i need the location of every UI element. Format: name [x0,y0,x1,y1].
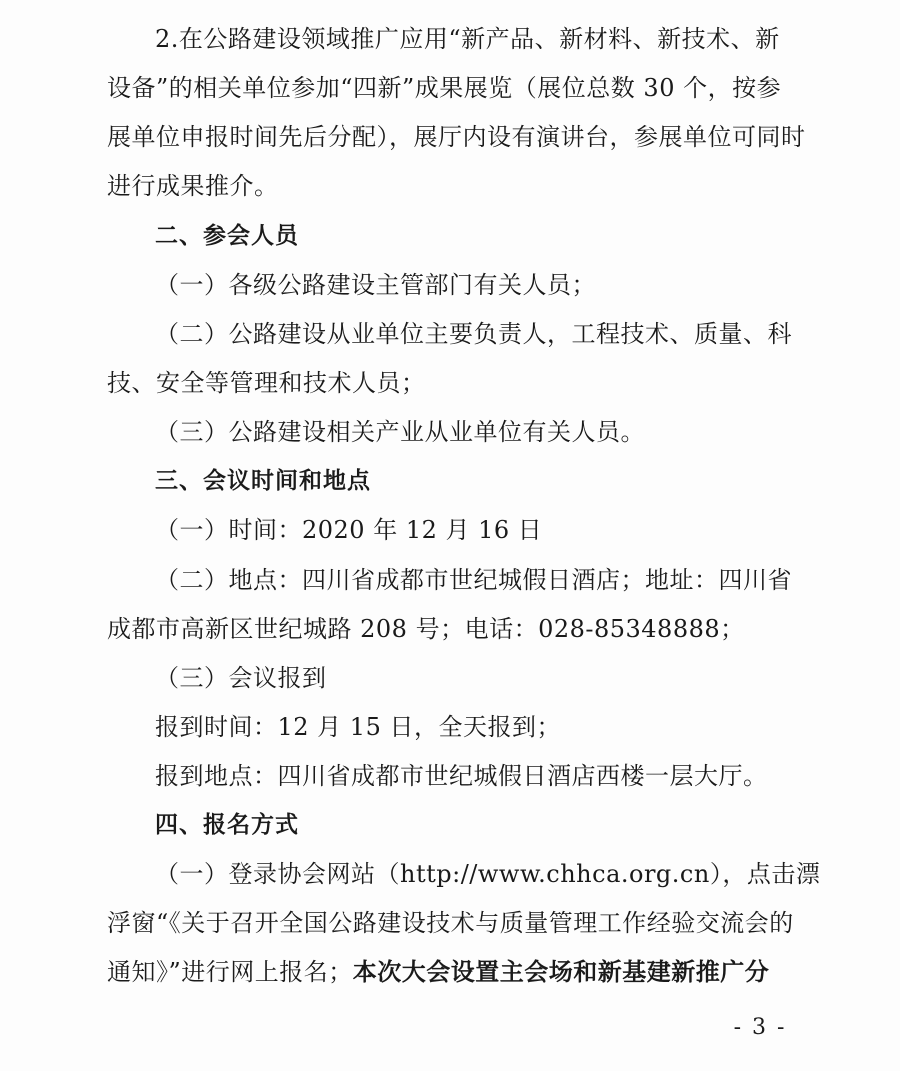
paragraph-line: （三）会议报到 [155,664,327,692]
paragraph-line: 2.在公路建设领域推广应用“新产品、新材料、新技术、新 [155,25,780,53]
paragraph-line: 浮窗“《关于召开全国公路建设技术与质量管理工作经验交流会的 [107,909,794,937]
paragraph-line: （一）时间：2020 年 12 月 16 日 [155,516,543,544]
paragraph-line: （二）公路建设从业单位主要负责人，工程技术、质量、科 [155,320,792,348]
paragraph-line: 成都市高新区世纪城路 208 号；电话：028-85348888； [107,615,745,643]
paragraph-line [0,947,900,997]
paragraph-line: （一）登录协会网站（http://www.chhca.org.cn），点击漂 [155,860,821,888]
bold-text: 本次大会设置主会场和新基建新推广分 [352,958,770,986]
paragraph-line: 进行成果推介。 [107,172,279,200]
page-number: - 3 - [733,1015,787,1040]
paragraph-line: 报到地点：四川省成都市世纪城假日酒店西楼一层大厅。 [155,762,768,790]
paragraph-line: （二）地点：四川省成都市世纪城假日酒店；地址：四川省 [155,566,792,594]
section-heading: 四、报名方式 [155,812,299,838]
paragraph-line: 设备”的相关单位参加“四新”成果展览（展位总数 30 个，按参 [107,74,782,102]
paragraph-line: （一）各级公路建设主管部门有关人员； [155,271,596,299]
paragraph-line: （三）公路建设相关产业从业单位有关人员。 [155,418,645,446]
paragraph-text: 通知》”进行网上报名； [107,958,353,986]
section-heading: 三、会议时间和地点 [155,468,371,494]
paragraph-line: 技、安全等管理和技术人员； [107,369,426,397]
paragraph-line: 报到时间：12 月 15 日，全天报到； [155,713,561,741]
section-heading: 二、参会人员 [155,223,299,249]
paragraph-line: 展单位申报时间先后分配），展厅内设有演讲台，参展单位可同时 [107,123,806,151]
